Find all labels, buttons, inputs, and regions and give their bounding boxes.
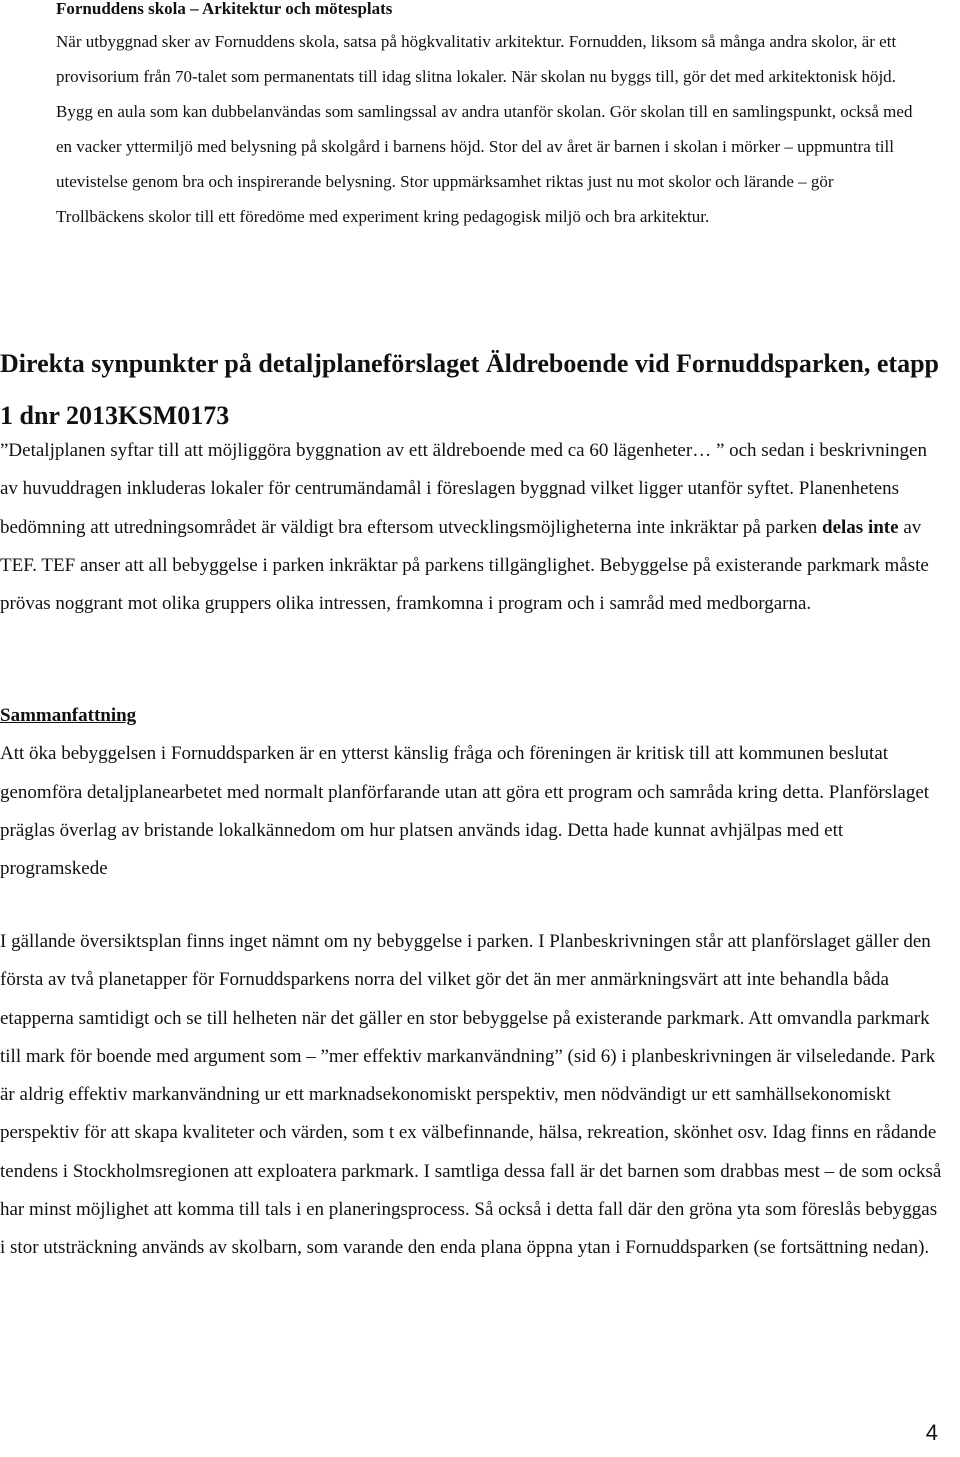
section-overview-plan: I gällande översiktsplan finns inget nämnt om ny bebyggelse i parken. I Planbeskrivningen står att planförslaget gäller den första av två planetapper för Fornuddsparkens norra del vilket gör det än mer anmärkningsvärt att inte behandla båda etapperna samtidigt och se till helheten när det gäller en stor bebyggelse på existerande parkmark. Att omvandla parkmark till mark för boende med argument som – ”mer effektiv markanvändning” (sid 6) i planbeskrivningen är vilseledande. Park är aldrig effektiv markanvändning ur ett marknadsekonomiskt perspektiv, men nödvändigt ur ett samhällsekonomiskt perspektiv för att skapa kvaliteter och värden, som t ex välbefinnande, hälsa, rekreation, skönhet osv. Idag finns en rådande tendens i Stockholmsregionen att exploatera parkmark. I samtliga dessa fall är det barnen som drabbas mest – de som också har minst möjlighet att komma till tals i en planeringsprocess. Så också i detta fall där den gröna yta som föreslås bebyggas i stor utsträckning används av skolbarn, som varande den enda plana öppna ytan i Fornuddsparken (se fortsättning nedan). — [0, 931, 942, 1259]
section-summary — [0, 697, 945, 888]
section-plan-heading: Direkta synpunkter på detaljplaneförslaget Äldreboende vid Fornuddsparken, etapp 1 dnr 2013KSM0173 — [0, 349, 940, 430]
plan-quote: ”Detaljplanen syftar till att möjliggöra byggnation av ett äldreboende med ca 60 lägenheter… ” — [0, 440, 725, 461]
section-plan-body — [0, 432, 945, 623]
section-school-heading: Fornuddens skola – Arkitektur och mötesplats — [56, 0, 393, 18]
summary-heading: Sammanfattning — [0, 705, 137, 726]
plan-emphasis: delas inte — [822, 516, 899, 538]
summary-body: Att öka bebyggelsen i Fornuddsparken är en ytterst känslig fråga och föreningen är kritisk till att kommunen beslutat genomföra detaljplanearbetet med normalt planförfarande utan att göra ett program och samråda kring detta. Planförslaget präglas överlag av bristande lokalkännedom om hur platsen används idag. Detta hade kunnat avhjälpas med ett programskede — [0, 743, 930, 880]
plan-body-b: av TEF. TEF anser att all bebyggelse i parken inkräktar på parkens tillgänglighet. Bebyggelse på existerande parkmark måste prövas noggrant mot olika gruppers olika intressen, framkomna i program och i samråd med medborgarna. — [0, 516, 929, 615]
section-school-body: När utbyggnad sker av Fornuddens skola, satsa på högkvalitativ arkitektur. Fornudden, liksom så många andra skolor, är ett provisorium från 70-talet som permanentats till idag slitna lokaler. När skolan nu byggs till, gör det med arkitektonisk höjd. Bygg en aula som kan dubbelanvändas som samlingssal av andra utanför skolan. Gör skolan till en samlingspunkt, också med en vacker yttermiljö med belysning på skolgård i barnens höjd. Stor del av året är barnen i skolan i mörker – uppmuntra till utevistelse genom bra och inspirerande belysning. Stor uppmärksamhet riktas just nu mot skolor och lärande – gör Trollbäckens skolor till ett föredöme med experiment kring pedagogisk miljö och bra arkitektur. — [56, 32, 913, 226]
plan-body-a: och sedan i beskrivningen av huvuddragen inkluderas lokaler för centrumändamål i föreslagen byggnad vilket ligger utanför syftet. Planenhetens bedömning att utredningsområdet är väldigt bra eftersom utvecklingsmöjligheterna inte inkräktar på parken — [0, 440, 927, 538]
page-number: 4 — [925, 1420, 938, 1445]
